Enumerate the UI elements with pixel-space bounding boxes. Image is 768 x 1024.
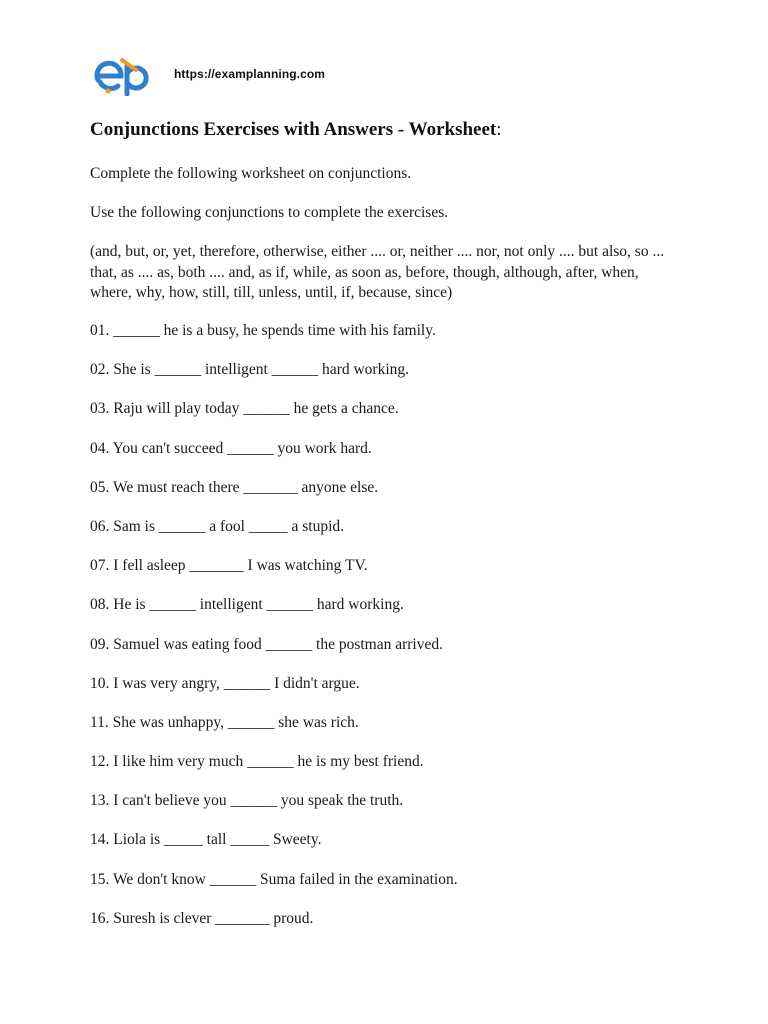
question-item: 05. We must reach there _______ anyone else. [90,478,379,496]
question-item: 11. She was unhappy, ______ she was rich. [90,713,359,731]
question-item: 04. You can't succeed ______ you work hard. [90,439,372,457]
worksheet-title [90,119,502,141]
intro-instruction: Complete the following worksheet on conjunctions. [90,165,412,182]
question-item: 02. She is ______ intelligent ______ hard working. [90,361,410,379]
question-item: 14. Liola is _____ tall _____ Sweety. [90,831,322,849]
question-item: 01. ______ he is a busy, he spends time with his family. [90,322,436,339]
question-item: 10. I was very angry, ______ I didn't argue. [90,674,360,692]
question-item: 08. He is ______ intelligent ______ hard working. [90,596,404,614]
question-item: 09. Samuel was eating food ______ the postman arrived. [90,635,443,653]
question-list [90,321,458,948]
question-item: 03. Raju will play today ______ he gets a chance. [90,400,399,418]
question-item: 16. Suresh is clever _______ proud. [90,909,314,927]
conjunction-list: (and, but, or, yet, therefore, otherwise, either .... or, neither .... nor, not only .... but also, so ... that, as .... as, both .... and, as if, while, as soon as, before, though, although, after, when, where, why, how, still, till, unless, until, if, because, since) [90,243,665,301]
title-colon: : [496,119,502,140]
question-item: 06. Sam is ______ a fool _____ a stupid. [90,517,345,535]
question-item: 12. I like him very much ______ he is my best friend. [90,753,424,771]
question-item: 13. I can't believe you ______ you speak the truth. [90,792,404,810]
examplanning-logo [94,52,154,96]
question-item: 07. I fell asleep _______ I was watching TV. [90,557,368,575]
site-url[interactable]: https://examplanning.com [174,67,326,81]
question-item: 15. We don't know ______ Suma failed in the examination. [90,870,458,888]
page-header [94,52,325,96]
conjunction-instruction: Use the following conjunctions to complete the exercises. [90,204,449,221]
title-text: Conjunctions Exercises with Answers - Worksheet [90,119,497,140]
